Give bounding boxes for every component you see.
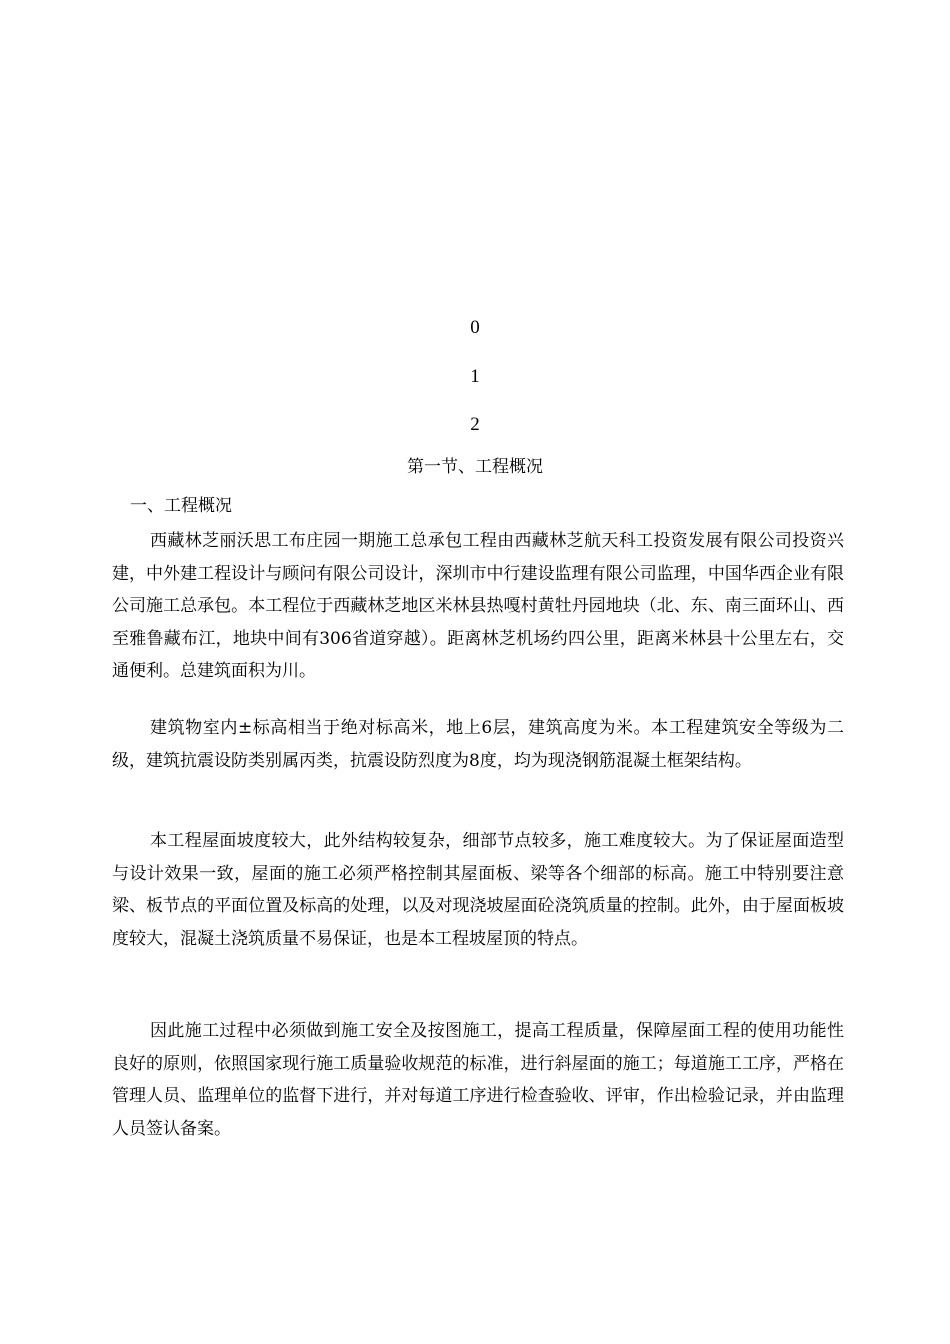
page-number-0: 0 [470,317,480,338]
page-number-2: 2 [470,414,480,435]
paragraph-project-overview: 西藏林芝丽沃思工布庄园一期施工总承包工程由西藏林芝航天科工投资发展有限公司投资兴建，中外建工程设计与顾问有限公司设计，深圳市中行建设监理有限公司监理，中国华西企业有限公司施工总承包。本工程位于西藏林芝地区米林县热嘎村黄牡丹园地块（北、东、南三面环山、西至雅鲁藏布江，地块中间有306省道穿越）。距离林芝机场约四公里，距离米林县十公里左右，交通便利。总建筑面积为川。 [112,531,844,682]
paragraph-construction-principles: 因此施工过程中必须做到施工安全及按图施工，提高工程质量，保障屋面工程的使用功能性良好的原则，依照国家现行施工质量验收规范的标准，进行斜屋面的施工；每道施工工序，严格在管理人员、监理单位的监督下进行，并对每道工序进行检查验收、评审，作出检验记录，并由监理人员签认备案。 [112,1021,844,1139]
paragraph-roof-features: 本工程屋面坡度较大，此外结构较复杂，细部节点较多，施工难度较大。为了保证屋面造型与设计效果一致，屋面的施工必须严格控制其屋面板、梁等各个细部的标高。施工中特别要注意梁、板节点的平面位置及标高的处理，以及对现浇坡屋面砼浇筑质量的控制。此外，由于屋面板坡度较大，混凝土浇筑质量不易保证，也是本工程坡屋顶的特点。 [112,831,844,949]
sub-heading: 一、工程概况 [130,496,232,516]
page-number-1: 1 [470,366,480,387]
paragraph-building-specs: 建筑物室内±标高相当于绝对标高米，地上6层，建筑高度为米。本工程建筑安全等级为二级，建筑抗震设防类别属丙类，抗震设防烈度为8度，均为现浇钢筋混凝土框架结构。 [112,718,844,771]
section-title: 第一节、工程概况 [407,457,543,477]
